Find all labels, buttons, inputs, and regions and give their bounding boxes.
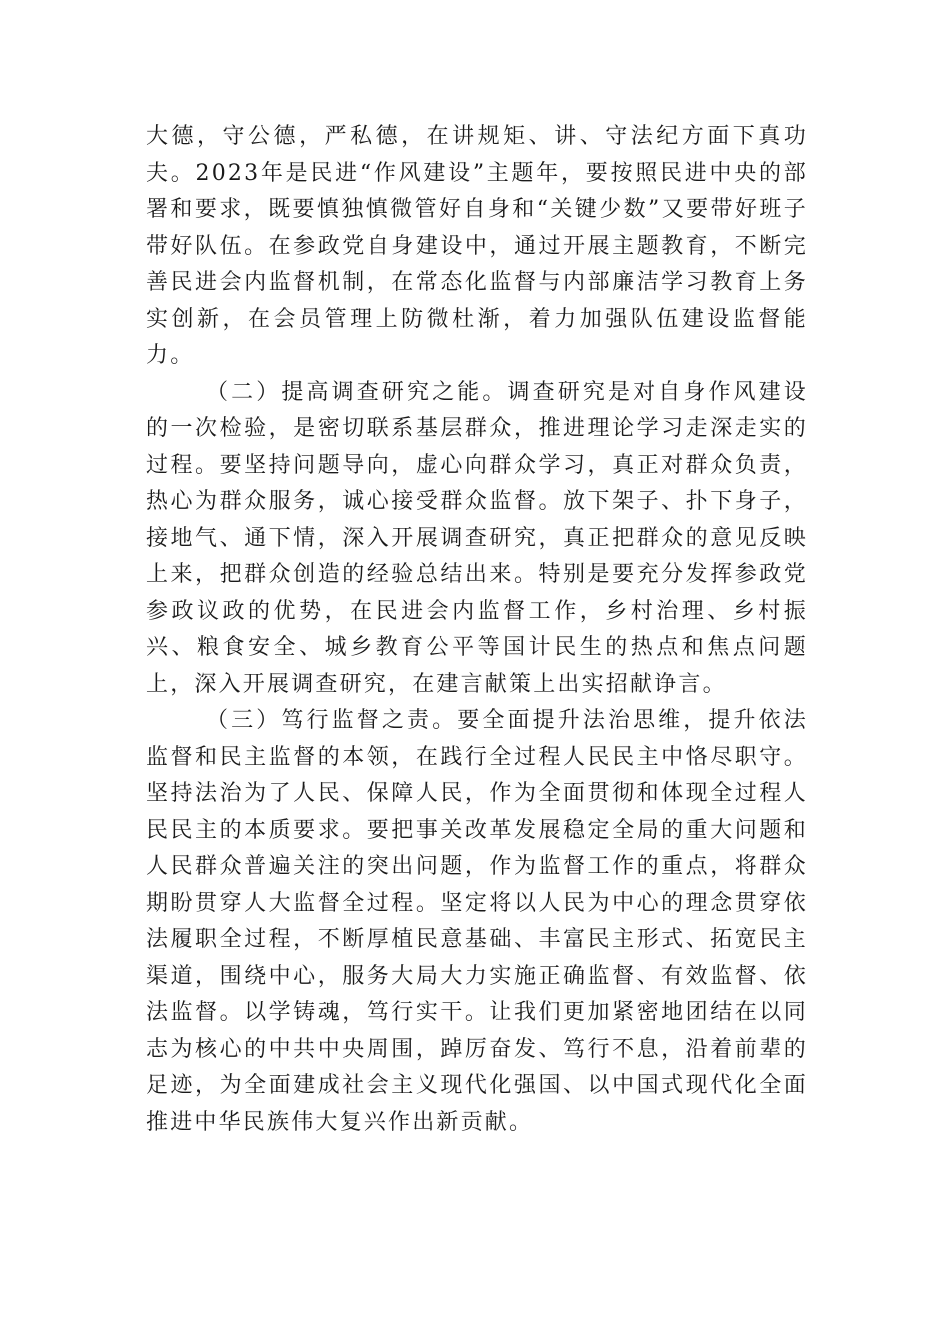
paragraph-section-2 xyxy=(146,375,808,704)
paragraph-text: 要全面提升法治思维，提升依法监督和民主监督的本领，在践行全过程人民民主中恪尽职守。坚持法治为了人民、保障人民，作为全面贯彻和体现全过程人民民主的本质要求。要把事关改革发展稳定全局的重大问题和人民群众普遍关注的突出问题，作为监督工作的重点，将群众期盼贯穿人大监督全过程。坚定将以人民为中心的理念贯穿依法履职全过程，不断厚植民意基础、丰富民主形式、拓宽民主渠道，围绕中心，服务大局大力实施正确监督、有效监督、依法监督。以学铸魂，笃行实干。让我们更加紧密地团结在以同志为核心的中共中央周围，踔厉奋发、笃行不息，沿着前辈的足迹，为全面建成社会主义现代化强国、以中国式现代化全面推进中华民族伟大复兴作出新贡献。 xyxy=(146,708,808,1135)
document-body xyxy=(146,119,808,1141)
paragraph-continuation xyxy=(146,119,808,375)
paragraph-text: 调查研究是对自身作风建设的一次检验，是密切联系基层群众，推进理论学习走深走实的过程。要坚持问题导向，虚心向群众学习，真正对群众负责，热心为群众服务，诚心接受群众监督。放下架子、扑下身子，接地气、通下情，深入开展调查研究，真正把群众的意见反映上来，把群众创造的经验总结出来。特别是要充分发挥参政党参政议政的优势，在民进会内监督工作，乡村治理、乡村振兴、粮食安全、城乡教育公平等国计民生的热点和焦点问题上，深入开展调查研究，在建言献策上出实招献诤言。 xyxy=(146,379,809,697)
section-heading-3: （三）笃行监督之责。 xyxy=(206,708,458,733)
paragraph-section-3 xyxy=(146,703,808,1141)
paragraph-text: 大德，守公德，严私德，在讲规矩、讲、守法纪方面下真功夫。2023年是民进“作风建设”主题年，要按照民进中央的部署和要求，既要慎独慎微管好自身和“关键少数”又要带好班子带好队伍。在参政党自身建设中，通过开展主题教育，不断完善民进会内监督机制，在常态化监督与内部廉洁学习教育上务实创新，在会员管理上防微杜渐，着力加强队伍建设监督能力。 xyxy=(146,124,808,368)
section-heading-2: （二）提高调查研究之能。 xyxy=(206,379,508,405)
